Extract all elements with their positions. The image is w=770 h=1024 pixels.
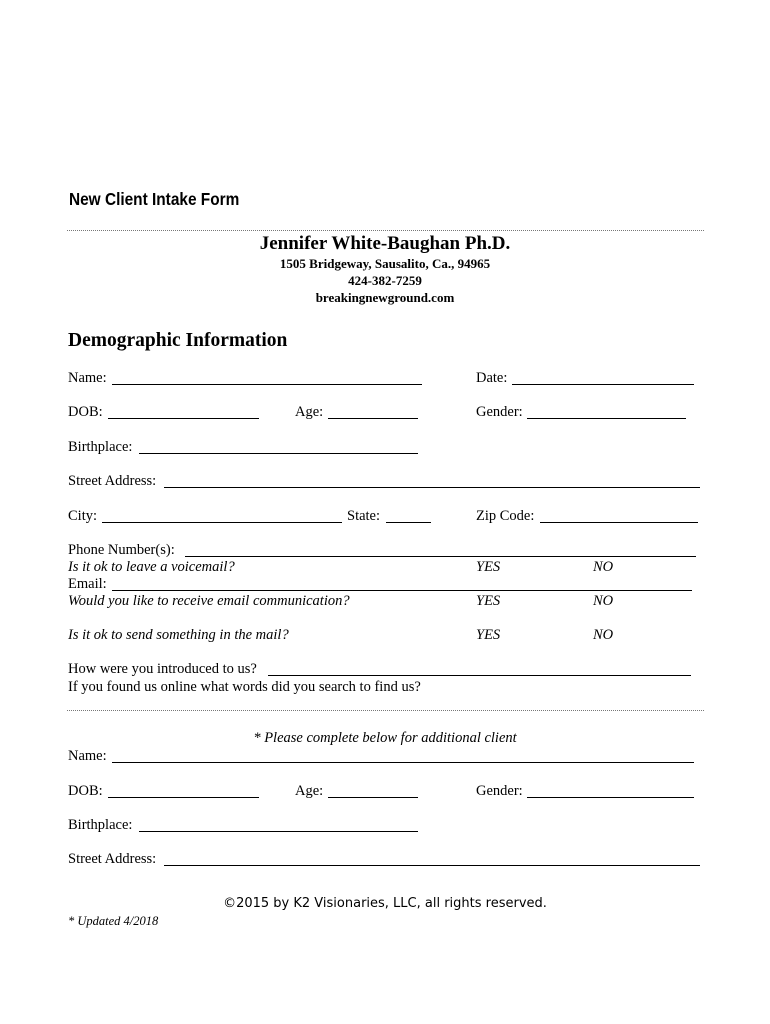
age-label: Age: [295, 404, 324, 420]
search-words-field[interactable] [67, 710, 704, 711]
birthplace-field[interactable] [139, 453, 418, 454]
form-title: New Client Intake Form [69, 189, 240, 209]
street-address-label: Street Address: [68, 473, 157, 489]
add-gender-label: Gender: [476, 783, 523, 799]
voicemail-yes[interactable]: YES [476, 559, 501, 575]
state-field[interactable] [386, 522, 431, 523]
date-label: Date: [476, 370, 508, 386]
phone-label: Phone Number(s): [68, 542, 175, 558]
birthplace-label: Birthplace: [68, 439, 133, 455]
voicemail-question: Is it ok to leave a voicemail? [68, 559, 235, 575]
add-name-field[interactable] [112, 762, 694, 763]
add-birthplace-field[interactable] [139, 831, 418, 832]
gender-field[interactable] [527, 418, 686, 419]
copyright-text: ©2015 by K2 Visionaries, LLC, all rights reserved. [223, 896, 547, 911]
mail-no[interactable]: NO [593, 627, 614, 643]
date-field[interactable] [512, 384, 694, 385]
city-label: City: [68, 508, 98, 524]
voicemail-no[interactable]: NO [593, 559, 614, 575]
street-address-field[interactable] [164, 487, 700, 488]
add-birthplace-label: Birthplace: [68, 817, 133, 833]
add-gender-field[interactable] [527, 797, 694, 798]
state-label: State: [347, 508, 381, 524]
mail-yes[interactable]: YES [476, 627, 501, 643]
practitioner-website: breakingnewground.com [315, 290, 455, 305]
section-heading: Demographic Information [68, 330, 288, 351]
practitioner-name: Jennifer White-Baughan Ph.D. [259, 233, 511, 254]
introduced-question: How were you introduced to us? [68, 661, 257, 677]
phone-field[interactable] [185, 556, 696, 557]
add-age-field[interactable] [328, 797, 418, 798]
email-label: Email: [68, 576, 107, 592]
gender-label: Gender: [476, 404, 523, 420]
add-dob-field[interactable] [108, 797, 259, 798]
practitioner-address: 1505 Bridgeway, Sausalito, Ca., 94965 [279, 256, 491, 271]
add-name-label: Name: [68, 748, 107, 764]
practitioner-header [0, 233, 770, 306]
mail-question: Is it ok to send something in the mail? [68, 627, 289, 643]
add-street-address-field[interactable] [164, 865, 700, 866]
zip-field[interactable] [540, 522, 698, 523]
email-comm-yes[interactable]: YES [476, 593, 501, 609]
search-words-question: If you found us online what words did you search to find us? [68, 679, 421, 695]
age-field[interactable] [328, 418, 418, 419]
zip-label: Zip Code: [476, 508, 535, 524]
name-field[interactable] [112, 384, 422, 385]
email-comm-question: Would you like to receive email communication? [68, 593, 350, 609]
name-label: Name: [68, 370, 107, 386]
email-field[interactable] [112, 590, 692, 591]
dob-label: DOB: [68, 404, 103, 420]
email-comm-no[interactable]: NO [593, 593, 614, 609]
introduced-field[interactable] [268, 675, 691, 676]
add-street-address-label: Street Address: [68, 851, 157, 867]
add-age-label: Age: [295, 783, 324, 799]
title-divider [67, 230, 704, 231]
additional-client-note: * Please complete below for additional client [253, 730, 517, 746]
dob-field[interactable] [108, 418, 259, 419]
practitioner-phone: 424-382-7259 [348, 273, 422, 288]
add-dob-label: DOB: [68, 783, 103, 799]
updated-note: * Updated 4/2018 [68, 914, 159, 928]
city-field[interactable] [102, 522, 342, 523]
